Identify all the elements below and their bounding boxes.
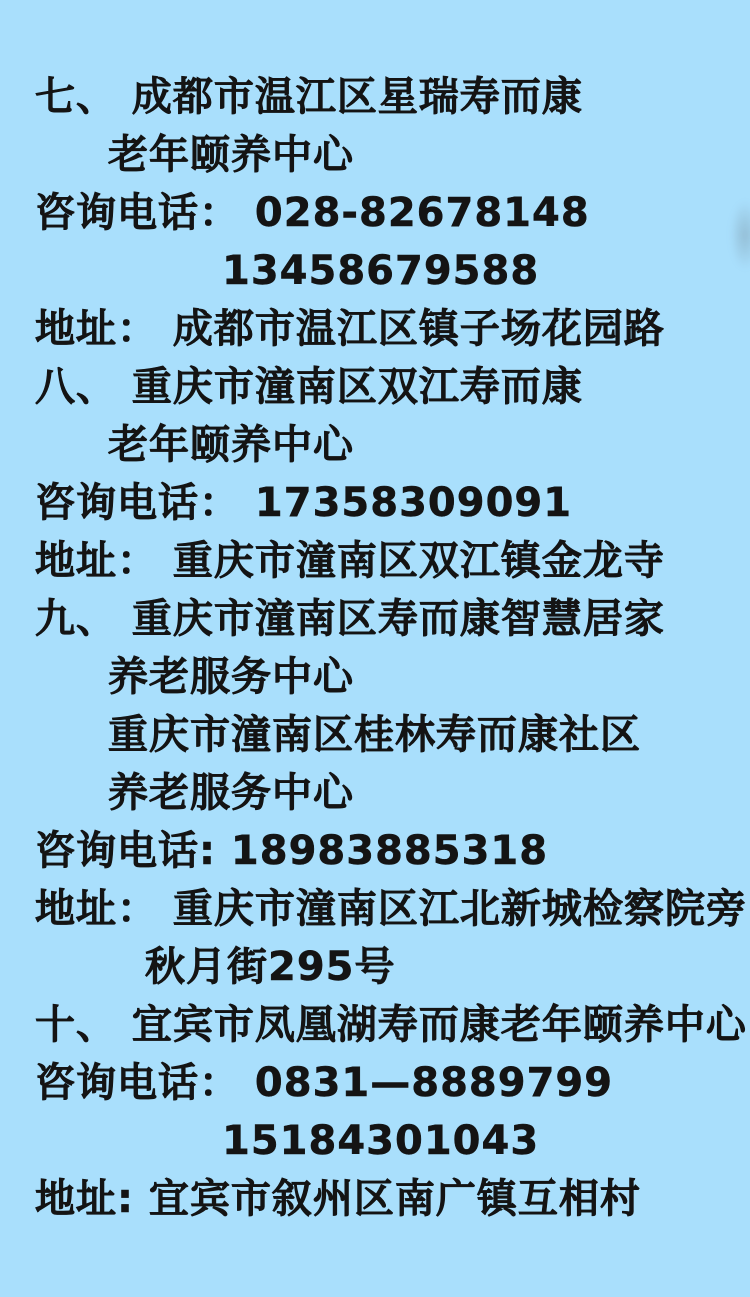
- entry-10-phone-line: 咨询电话： 0831—8889799: [35, 1060, 614, 1106]
- entry-10-phone-cont-line: 15184301043: [222, 1118, 540, 1164]
- entry-8-title-cont-line: 老年颐养中心: [108, 422, 354, 468]
- entry-10-address-line: 地址: 宜宾市叙州区南广镇互相村: [35, 1176, 641, 1222]
- entry-7-title-line: 七、 成都市温江区星瑞寿而康: [35, 74, 583, 120]
- entry-10-title-line: 十、 宜宾市凤凰湖寿而康老年颐养中心: [35, 1002, 747, 1048]
- entry-9-title-cont-line: 养老服务中心: [108, 654, 354, 700]
- entry-8-title-line: 八、 重庆市潼南区双江寿而康: [35, 364, 583, 410]
- entry-9-title2-cont-line: 养老服务中心: [108, 770, 354, 816]
- entry-7-title-cont-line: 老年颐养中心: [108, 132, 354, 178]
- entry-9-title2-line: 重庆市潼南区桂林寿而康社区: [108, 712, 641, 758]
- entry-7-phone-line: 咨询电话： 028-82678148: [35, 190, 590, 236]
- entry-9-address-line: 地址： 重庆市潼南区江北新城检察院旁: [35, 886, 747, 932]
- entry-8-phone-line: 咨询电话： 17358309091: [35, 480, 573, 526]
- entry-9-address-cont-line: 秋月街295号: [145, 944, 396, 990]
- entry-9-phone-line: 咨询电话: 18983885318: [35, 828, 549, 874]
- entry-8-address-line: 地址： 重庆市潼南区双江镇金龙寺: [35, 538, 665, 584]
- entry-7-phone-cont-line: 13458679588: [222, 248, 540, 294]
- entry-7-address-line: 地址： 成都市温江区镇子场花园路: [35, 306, 665, 352]
- entry-9-title-line: 九、 重庆市潼南区寿而康智慧居家: [35, 596, 665, 642]
